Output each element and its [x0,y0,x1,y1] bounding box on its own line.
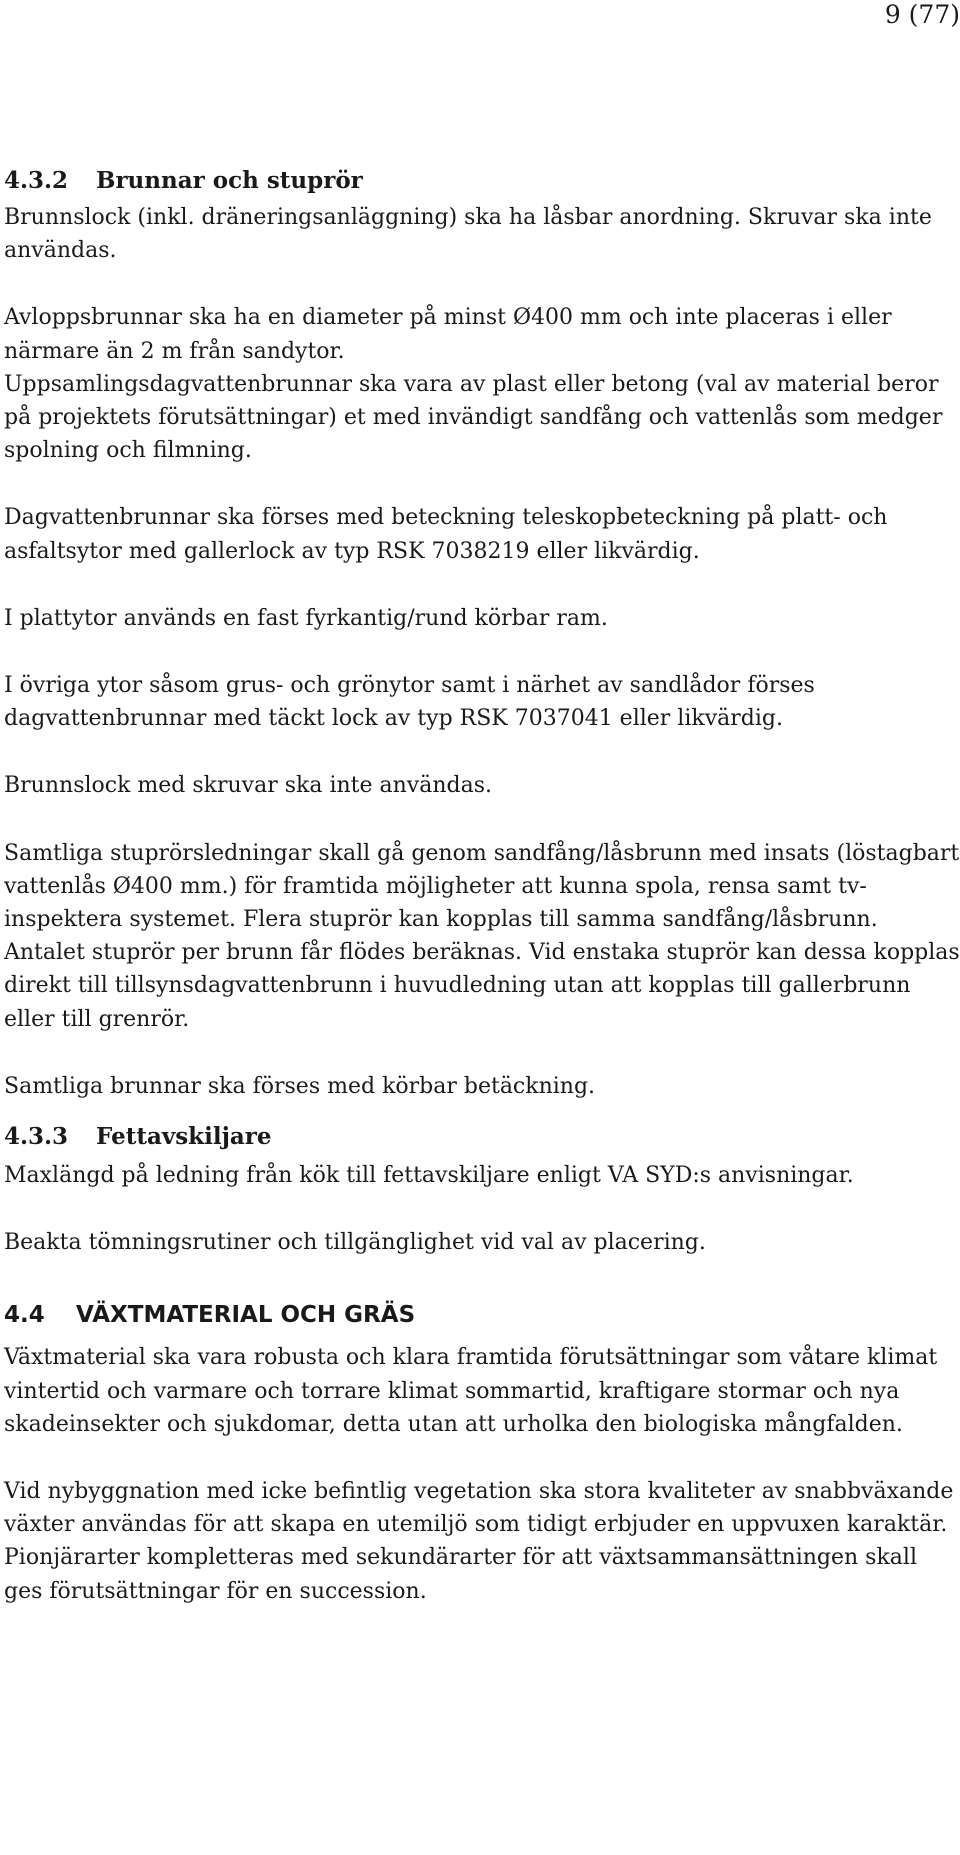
paragraph: Samtliga brunnar ska förses med körbar betäckning. [4,1073,596,1099]
section-number: 4.3.2 [4,167,69,194]
section-title: Fettavskiljare [96,1123,272,1151]
section-heading-4-3-3 [4,1117,960,1157]
paragraph: Beakta tömningsrutiner och tillgänglighet vid val av placering. [4,1230,706,1256]
paragraph: Samtliga stuprörsledningar skall gå genom sandfång/låsbrunn med insats (löstagbart vattenlås Ø400 mm.) för framtida möjligheter att kunna spola, rensa samt tv-inspektera systemet. Flera stuprör kan kopplas till samma sandfång/låsbrunn. Antalet stuprör per brunn får flödes beräknas. Vid enstaka stuprör kan dessa kopplas direkt till tillsynsdagvattenbrunn i huvudledning utan att kopplas till gallerbrunn eller till grenrör. [4,840,960,1032]
document-body [4,161,960,1642]
paragraph: Växtmaterial ska vara robusta och klara framtida förutsättningar som våtare klimat vintertid och varmare och torrare klimat sommartid, kraftigare stormar och nya skadeinsekter och sjukdomar, detta utan att urholka den biologiska mångfalden. [4,1345,938,1437]
section-number: 4.4 [4,1302,45,1329]
section-number: 4.3.3 [4,1123,69,1151]
paragraph: Dagvattenbrunnar ska förses med beteckning teleskopbeteckning på platt- och asfaltsytor med gallerlock av typ RSK 7038219 eller likvärdig. [4,505,888,564]
paragraph: Maxlängd på ledning från kök till fettavskiljare enligt VA SYD:s anvisningar. [4,1163,854,1189]
paragraph: Uppsamlingsdagvattenbrunnar ska vara av plast eller betong (val av material beror på projektets förutsättningar) et med invändigt sandfång och vattenlås som medger spolning och filmning. [4,371,943,464]
section-title: Brunnar och stuprör [96,167,363,194]
paragraph: Avloppsbrunnar ska ha en diameter på minst Ø400 mm och inte placeras i eller närmare än 2 m från sandytor. [4,305,892,364]
section-heading-4-3-2 [4,161,960,201]
paragraph: Brunnslock med skruvar ska inte användas. [4,773,492,799]
paragraph: Brunnslock (inkl. dräneringsanläggning) ska ha låsbar anordning. Skruvar ska inte användas. [4,205,932,264]
section-heading-4-4 [4,1295,960,1335]
paragraph: Vid nybyggnation med icke befintlig vegetation ska stora kvaliteter av snabbväxande växter användas för att skapa en utemiljö som tidigt erbjuder en uppvuxen karaktär. Pionjärarter kompletteras med sekundärarter för att växtsammansättningen skall ges förutsättningar för en succession. [4,1479,954,1604]
section-title: VÄXTMATERIAL OCH GRÄS [76,1302,416,1329]
paragraph: I plattytor används en fast fyrkantig/rund körbar ram. [4,605,608,631]
page-number: 9 (77) [884,0,960,29]
paragraph: I övriga ytor såsom grus- och grönytor samt i närhet av sandlådor förses dagvattenbrunnar med täckt lock av typ RSK 7037041 eller likvärdig. [4,673,815,732]
